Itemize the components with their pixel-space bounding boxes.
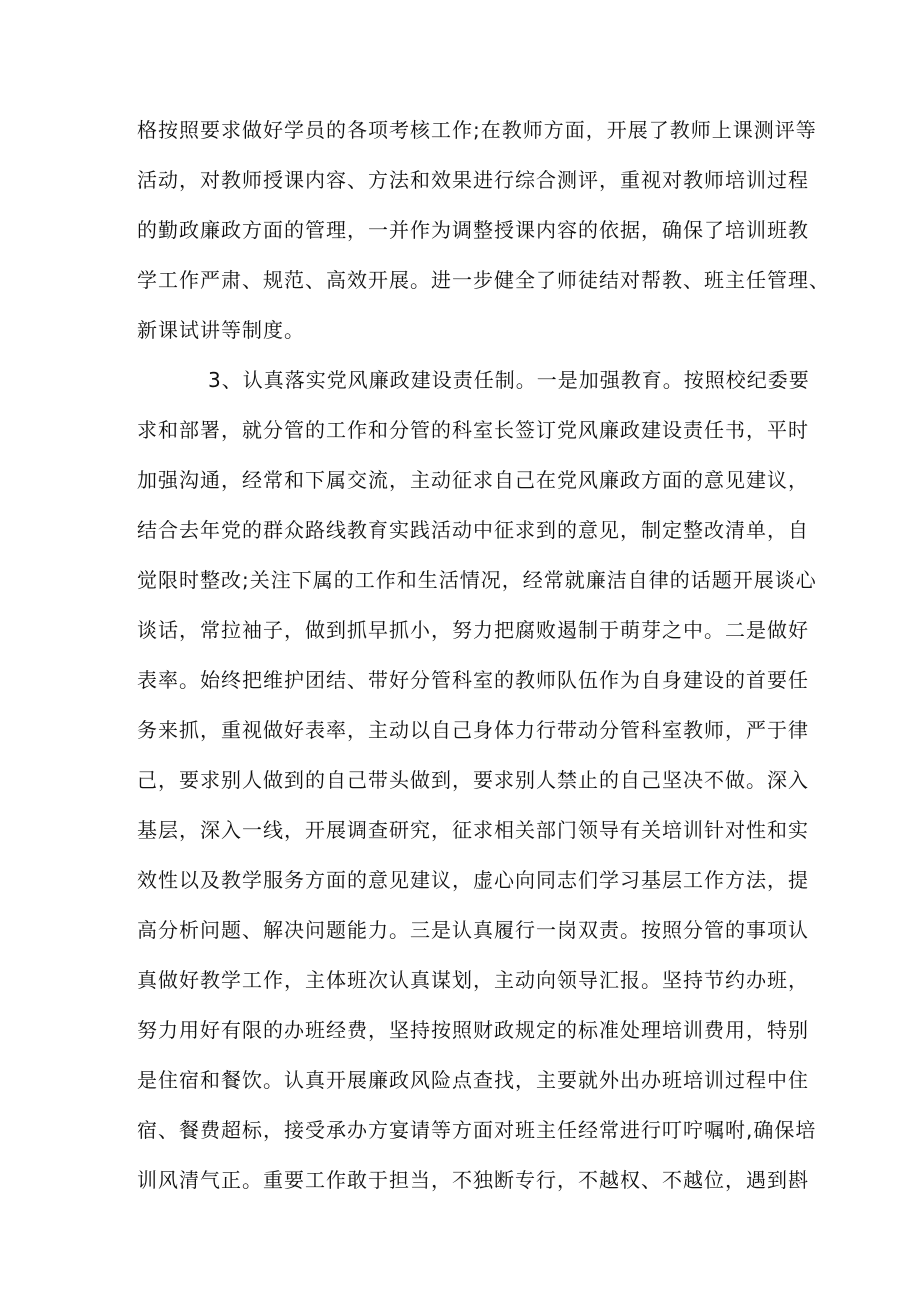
- text-line: 真做好教学工作，主体班次认真谋划，主动向领导汇报。坚持节约办班，: [137, 968, 809, 992]
- text-line: 宿、餐费超标，接受承办方宴请等方面对班主任经常进行叮咛嘱咐,确保培: [137, 1118, 817, 1142]
- text-line: 谈话，常拉袖子，做到抓早抓小，努力把腐败遏制于萌芽之中。二是做好: [137, 618, 809, 642]
- text-line: 是住宿和餐饮。认真开展廉政风险点查找，主要就外出办班培训过程中住: [137, 1068, 809, 1092]
- text-line: 结合去年党的群众路线教育实践活动中征求到的意见，制定整改清单，自: [137, 518, 809, 542]
- text-line: 努力用好有限的办班经费，坚持按照财政规定的标准处理培训费用，特别: [137, 1018, 809, 1042]
- text-line: 求和部署，就分管的工作和分管的科室长签订党风廉政建设责任书，平时: [137, 418, 809, 442]
- text-line: 效性以及教学服务方面的意见建议，虚心向同志们学习基层工作方法，提: [137, 868, 809, 892]
- text-line: 活动，对教师授课内容、方法和效果进行综合测评，重视对教师培训过程: [137, 168, 809, 192]
- text-line: 训风清气正。重要工作敢于担当，不独断专行，不越权、不越位，遇到斟: [137, 1168, 809, 1192]
- text-line: 基层，深入一线，开展调查研究，征求相关部门领导有关培训针对性和实: [137, 818, 809, 842]
- text-line: 的勤政廉政方面的管理，一并作为调整授课内容的依据，确保了培训班教: [137, 218, 809, 242]
- text-line: 高分析问题、解决问题能力。三是认真履行一岗双责。按照分管的事项认: [137, 918, 809, 942]
- text-line: 务来抓，重视做好表率，主动以自己身体力行带动分管科室教师，严于律: [137, 718, 809, 742]
- text-line: 学工作严肃、规范、高效开展。进一步健全了师徒结对帮教、班主任管理、: [137, 268, 830, 292]
- text-line: 表率。始终把维护团结、带好分管科室的教师队伍作为自身建设的首要任: [137, 668, 809, 692]
- text-line: 加强沟通，经常和下属交流，主动征求自己在党风廉政方面的意见建议，: [137, 468, 809, 492]
- text-line: 新课试讲等制度。: [137, 318, 305, 342]
- text-line: 格按照要求做好学员的各项考核工作;在教师方面，开展了教师上课测评等: [137, 118, 817, 142]
- text-line: 己，要求别人做到的自己带头做到，要求别人禁止的自己坚决不做。深入: [137, 768, 809, 792]
- text-line: 3、认真落实党风廉政建设责任制。一是加强教育。按照校纪委要: [208, 368, 810, 392]
- text-line: 觉限时整改;关注下属的工作和生活情况，经常就廉洁自律的话题开展谈心: [137, 568, 817, 592]
